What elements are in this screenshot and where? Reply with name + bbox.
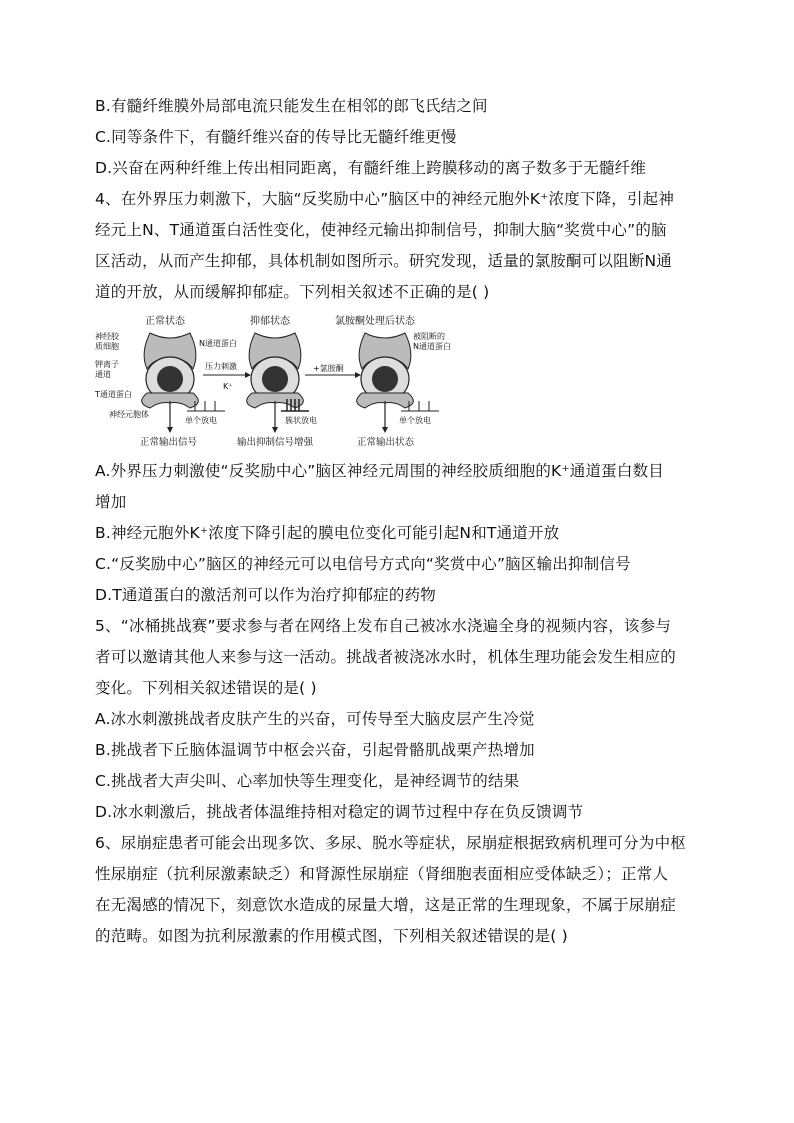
q5-option-a: A.冰水刺激挑战者皮肤产生的兴奋，可传导至大脑皮层产生冷觉 bbox=[95, 710, 535, 728]
q3-option-c: C.同等条件下，有髓纤维兴奋的传导比无髓纤维更慢 bbox=[95, 128, 457, 146]
q3-option-b: B.有髓纤维膜外局部电流只能发生在相邻的郎飞氏结之间 bbox=[95, 97, 488, 115]
q5-stem-line-2: 者可以邀请其他人来参与这一活动。挑战者被浇冰水时，机体生理功能会发生相应的 bbox=[95, 648, 676, 666]
q4-option-c: C.“反奖励中心”脑区的神经元可以电信号方式向“奖赏中心”脑区输出抑制信号 bbox=[95, 555, 631, 573]
label-single-discharge-1: 单个放电 bbox=[185, 416, 217, 425]
label-stress: 压力刺激 bbox=[205, 362, 237, 371]
q4-option-d: D.T通道蛋白的激活剂可以作为治疗抑郁症的药物 bbox=[95, 586, 436, 604]
label-glia-1: 神经胶 bbox=[95, 332, 119, 341]
label-burst-discharge: 簇状放电 bbox=[285, 416, 317, 425]
q5-stem-line-1: 5、“冰桶挑战赛”要求参与者在网络上发布自己被冰水浇遍全身的视频内容，该参与 bbox=[95, 617, 672, 635]
q5-option-d: D.冰水刺激后，挑战者体温维持相对稳定的调节过程中存在负反馈调节 bbox=[95, 803, 584, 821]
q4-option-b: B.神经元胞外K⁺浓度下降引起的膜电位变化可能引起N和T通道开放 bbox=[95, 524, 560, 542]
label-t-channel: T通道蛋白 bbox=[95, 390, 132, 399]
q4-option-a-line-2: 增加 bbox=[95, 493, 127, 511]
neuron-mechanism-figure bbox=[95, 313, 475, 453]
title-depressed: 抑郁状态 bbox=[250, 316, 290, 327]
label-n-channel: N通道蛋白 bbox=[199, 339, 237, 348]
caption-ketamine: 正常输出状态 bbox=[357, 437, 415, 448]
q6-stem-line-4: 的范畴。如图为抗利尿激素的作用模式图，下列相关叙述错误的是( ) bbox=[95, 927, 568, 945]
q4-stem-line-2: 经元上N、T通道蛋白活性变化，使神经元输出抑制信号，抑制大脑“奖赏中心”的脑 bbox=[95, 221, 667, 239]
q5-option-c: C.挑战者大声尖叫、心率加快等生理变化，是神经调节的结果 bbox=[95, 772, 520, 790]
label-glia-2: 质细胞 bbox=[95, 342, 119, 351]
q4-stem-line-1: 4、在外界压力刺激下，大脑“反奖励中心”脑区中的神经元胞外K⁺浓度下降，引起神 bbox=[95, 190, 675, 208]
q5-option-b: B.挑战者下丘脑体温调节中枢会兴奋，引起骨骼肌战栗产热增加 bbox=[95, 741, 535, 759]
figure-svg bbox=[95, 313, 475, 453]
q6-stem-line-3: 在无渴感的情况下，刻意饮水造成的尿量大增，这是正常的生理现象，不属于尿崩症 bbox=[95, 896, 676, 914]
q6-stem-line-1: 6、尿崩症患者可能会出现多饮、多尿、脱水等症状，尿崩症根据致病机理可分为中枢 bbox=[95, 834, 686, 852]
q6-stem-line-2: 性尿崩症（抗利尿激素缺乏）和肾源性尿崩症（肾细胞表面相应受体缺乏）；正常人 bbox=[95, 865, 669, 883]
label-k-channel-1: 钾离子 bbox=[95, 360, 119, 369]
q5-stem-line-3: 变化。下列相关叙述错误的是( ) bbox=[95, 679, 317, 697]
label-blocked-2: N通道蛋白 bbox=[413, 342, 451, 351]
q4-option-a-line-1: A.外界压力刺激使“反奖励中心”脑区神经元周围的神经胶质细胞的K⁺通道蛋白数目 bbox=[95, 462, 664, 480]
caption-depressed: 输出抑制信号增强 bbox=[237, 437, 314, 448]
label-neuron-body: 神经元胞体 bbox=[109, 410, 149, 419]
label-k-ion: K⁺ bbox=[223, 382, 233, 391]
q4-stem-line-3: 区活动，从而产生抑郁，具体机制如图所示。研究发现，适量的氯胺酮可以阻断N通 bbox=[95, 252, 672, 270]
label-blocked-1: 被阻断的 bbox=[413, 332, 445, 341]
q4-stem-line-4: 道的开放，从而缓解抑郁症。下列相关叙述不正确的是( ) bbox=[95, 283, 490, 301]
q3-option-d: D.兴奋在两种纤维上传出相同距离，有髓纤维上跨膜移动的离子数多于无髓纤维 bbox=[95, 159, 647, 177]
title-ketamine: 氯胺酮处理后状态 bbox=[335, 316, 415, 327]
label-k-channel-2: 通道 bbox=[95, 370, 111, 379]
caption-normal: 正常输出信号 bbox=[140, 437, 198, 448]
label-ketamine-add: +氯胺酮 bbox=[313, 364, 344, 373]
title-normal: 正常状态 bbox=[145, 316, 185, 327]
label-single-discharge-2: 单个放电 bbox=[399, 416, 431, 425]
